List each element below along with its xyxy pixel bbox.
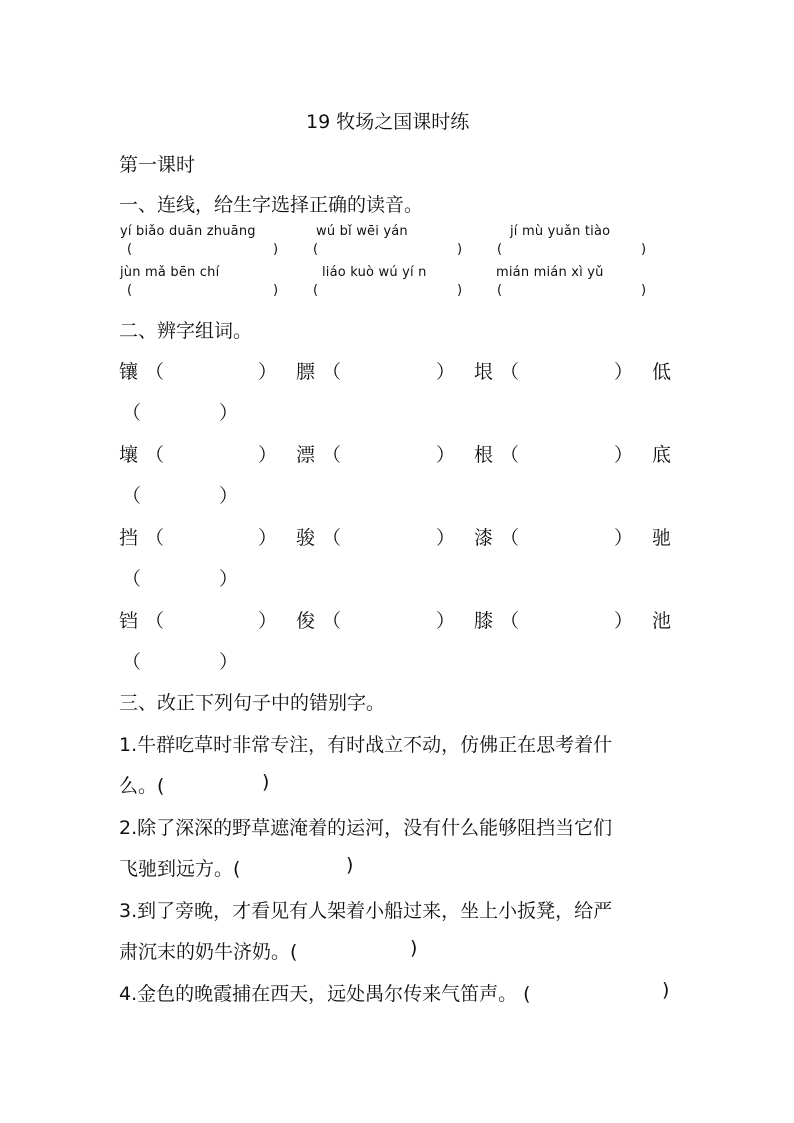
paren-close: ） (219, 485, 239, 507)
lesson-label: 第一课时 (119, 154, 196, 176)
sentence-2-line-2: 飞驰到远方。( (119, 858, 241, 880)
answer-paren-close: ) (273, 283, 279, 298)
paren-close: ） (258, 444, 278, 466)
answer-paren-close: ) (641, 242, 647, 257)
pinyin-1-2: wú bǐ wēi yán (316, 224, 408, 239)
word-char: 池 (652, 610, 672, 632)
section1-heading: 一、连线，给生字选择正确的读音。 (119, 194, 424, 216)
pinyin-1-3: jí mù yuǎn tiào (510, 224, 611, 239)
pinyin-2-1: jùn mǎ bēn chí (120, 265, 220, 280)
word-char: 铛 (119, 610, 139, 632)
paren-close: ) (410, 937, 418, 959)
page-title: 19 牧场之国课时练 (306, 111, 470, 133)
word-char: 挡 (119, 527, 139, 549)
paren-open: （ (145, 444, 165, 466)
paren-open: （ (500, 361, 520, 383)
answer-paren-close: ) (641, 283, 647, 298)
paren-close: ） (436, 610, 456, 632)
paren-open: （ (322, 361, 342, 383)
section2-heading: 二、辨字组词。 (119, 320, 253, 342)
paren-close: ） (436, 444, 456, 466)
word-char: 壤 (119, 444, 139, 466)
answer-paren-open: ( (313, 242, 319, 257)
sentence-1-line-1: 1.牛群吃草时非常专注，有时战立不动，仿佛正在思考着什 (119, 734, 613, 756)
word-char: 漂 (296, 444, 316, 466)
paren-close: ） (614, 361, 634, 383)
paren-close: ） (614, 444, 634, 466)
paren-open: （ (122, 402, 142, 424)
pinyin-2-3: mián mián xì yǔ (496, 265, 604, 280)
answer-paren-close: ) (273, 242, 279, 257)
answer-paren-open: ( (497, 283, 503, 298)
sentence-4: 4.金色的晚霞捕在西天，远处禺尔传来气笛声。 ( (119, 983, 531, 1005)
paren-close: ） (219, 651, 239, 673)
paren-open: （ (500, 444, 520, 466)
answer-paren-open: ( (127, 242, 133, 257)
paren-close: ) (346, 854, 354, 876)
sentence-3-line-2: 肃沉末的奶牛济奶。( (119, 941, 298, 963)
sentence-2-line-1: 2.除了深深的野草遮淹着的运河，没有什么能够阻挡当它们 (119, 817, 613, 839)
paren-close: ） (258, 527, 278, 549)
word-char: 垠 (474, 361, 494, 383)
paren-open: （ (122, 651, 142, 673)
pinyin-2-2: liáo kuò wú yí n (322, 265, 427, 280)
section3-heading: 三、改正下列句子中的错别字。 (119, 692, 386, 714)
paren-open: （ (322, 444, 342, 466)
sentence-3-line-1: 3.到了旁晚，才看见有人架着小船过来，坐上小扳凳，给严 (119, 900, 613, 922)
paren-close: ) (262, 771, 270, 793)
paren-open: （ (145, 361, 165, 383)
answer-paren-close: ) (457, 242, 463, 257)
paren-open: （ (500, 610, 520, 632)
paren-open: （ (145, 527, 165, 549)
paren-close: ） (614, 610, 634, 632)
sentence-1-line-2: 么。( (119, 775, 165, 797)
answer-paren-open: ( (127, 283, 133, 298)
paren-close: ) (662, 979, 670, 1001)
paren-close: ） (219, 568, 239, 590)
paren-close: ） (436, 361, 456, 383)
word-char: 骏 (296, 527, 316, 549)
paren-open: （ (122, 485, 142, 507)
paren-close: ） (258, 610, 278, 632)
paren-open: （ (122, 568, 142, 590)
paren-close: ） (219, 402, 239, 424)
word-char: 底 (652, 444, 672, 466)
word-char: 膘 (296, 361, 316, 383)
paren-open: （ (500, 527, 520, 549)
word-char: 镶 (119, 361, 139, 383)
answer-paren-close: ) (457, 283, 463, 298)
word-char: 膝 (474, 610, 494, 632)
paren-close: ） (436, 527, 456, 549)
paren-open: （ (322, 610, 342, 632)
paren-close: ） (614, 527, 634, 549)
answer-paren-open: ( (313, 283, 319, 298)
word-char: 驰 (652, 527, 672, 549)
pinyin-1-1: yí biǎo duān zhuāng (120, 224, 256, 239)
answer-paren-open: ( (497, 242, 503, 257)
paren-open: （ (145, 610, 165, 632)
paren-close: ） (258, 361, 278, 383)
paren-open: （ (322, 527, 342, 549)
word-char: 根 (474, 444, 494, 466)
word-char: 俊 (296, 610, 316, 632)
word-char: 漆 (474, 527, 494, 549)
word-char: 低 (652, 361, 672, 383)
